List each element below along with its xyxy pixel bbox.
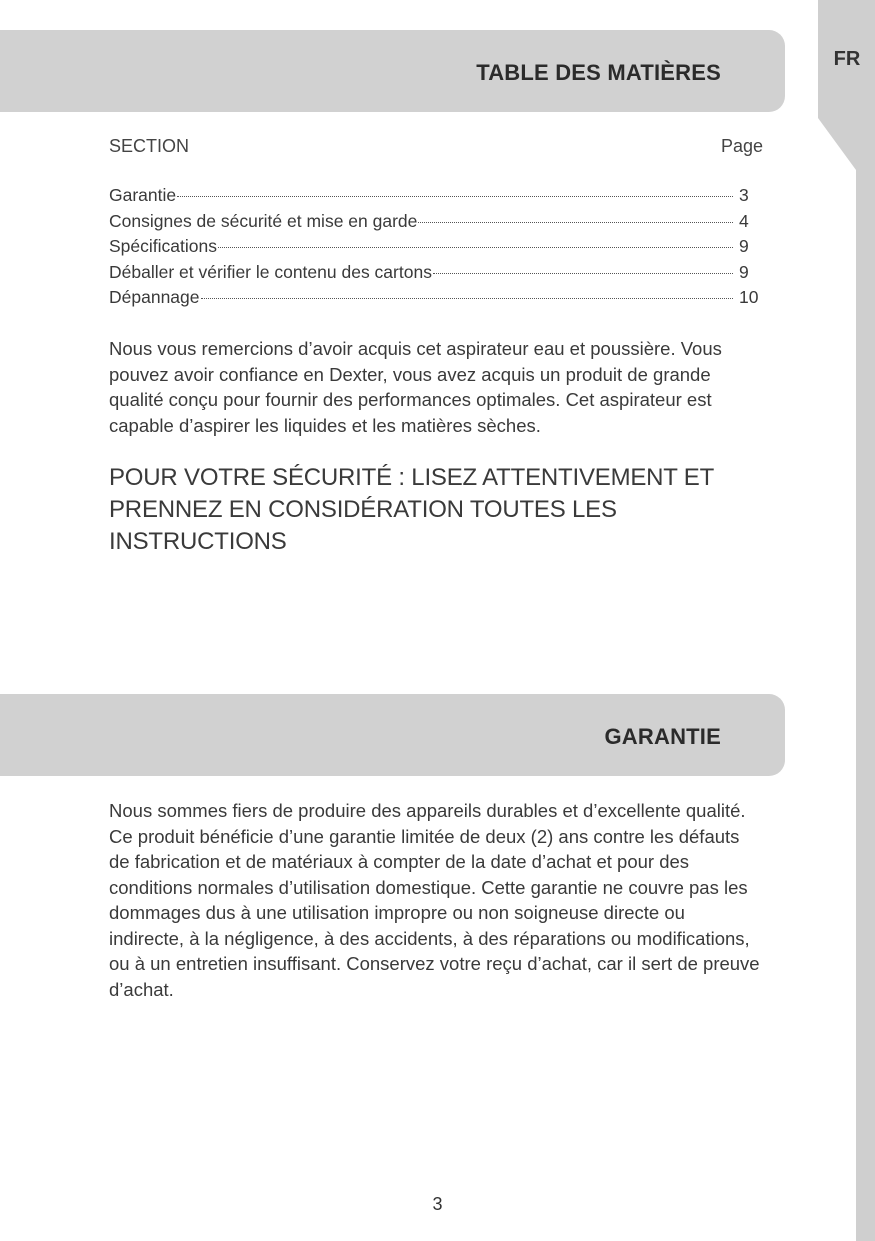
page-column-label: Page xyxy=(720,136,763,156)
language-side-tab xyxy=(818,0,875,1241)
page-number: 3 xyxy=(432,1194,443,1214)
toc-entry[interactable] xyxy=(109,211,761,237)
leader-dots xyxy=(433,273,733,274)
toc-entry-page: 4 xyxy=(739,210,749,231)
leader-dots xyxy=(201,298,734,299)
toc-entry[interactable] xyxy=(109,236,761,262)
section-column-label: SECTION xyxy=(109,136,190,156)
language-label: FR xyxy=(833,48,861,70)
toc-banner xyxy=(0,30,785,112)
toc-entry-label: Déballer et vérifier le contenu des cartons xyxy=(109,261,432,282)
toc-entry-label: Consignes de sécurité et mise en garde xyxy=(109,210,418,231)
toc-entry-label: Spécifications xyxy=(109,236,217,256)
intro-paragraph: Nous vous remercions d’avoir acquis cet aspirateur eau et poussière. Vous pouvez avoir confiance en Dexter, vous avez acquis un produit de grande qualité conçu pour fournir des performances optimales. Cet aspirateur est capable d’aspirer les liquides et les matières sèches. xyxy=(109,338,722,436)
safety-notice: POUR VOTRE SÉCURITÉ : LISEZ ATTENTIVEMENT ET PRENNEZ EN CONSIDÉRATION TOUTES LES INSTRUCTIONS xyxy=(109,464,714,555)
warranty-title: GARANTIE xyxy=(604,724,721,749)
leader-dots xyxy=(418,222,733,223)
toc-entry[interactable] xyxy=(109,287,761,313)
toc-header xyxy=(109,136,763,157)
warranty-banner xyxy=(0,694,785,776)
toc-entry-page: 9 xyxy=(739,236,749,256)
table-of-contents xyxy=(109,185,761,313)
toc-title: TABLE DES MATIÈRES xyxy=(476,60,721,85)
warranty-paragraph: Nous sommes fiers de produire des appareils durables et d’excellente qualité. Ce produit bénéficie d’une garantie limitée de deux (2) ans contre les défauts de fabrication et de matériaux à compter de la date d’achat et pour des conditions normales d’utilisation domestique. Cette garantie ne couvre pas les dommages dus à une utilisation impropre ou non soigneuse directe ou indirecte, à la négligence, à des accidents, à des réparations ou modifications, ou à un entretien insuffisant. Conservez votre reçu d’achat, car il sert de preuve d’achat. xyxy=(109,800,760,1000)
toc-entry[interactable] xyxy=(109,262,761,288)
toc-entry-page: 3 xyxy=(739,185,749,205)
toc-entry[interactable] xyxy=(109,185,761,211)
toc-entry-page: 9 xyxy=(739,261,749,282)
toc-entry-label: Dépannage xyxy=(109,287,200,307)
toc-entry-label: Garantie xyxy=(109,185,177,205)
leader-dots xyxy=(177,196,733,197)
toc-entry-page: 10 xyxy=(739,287,759,307)
leader-dots xyxy=(218,247,733,248)
